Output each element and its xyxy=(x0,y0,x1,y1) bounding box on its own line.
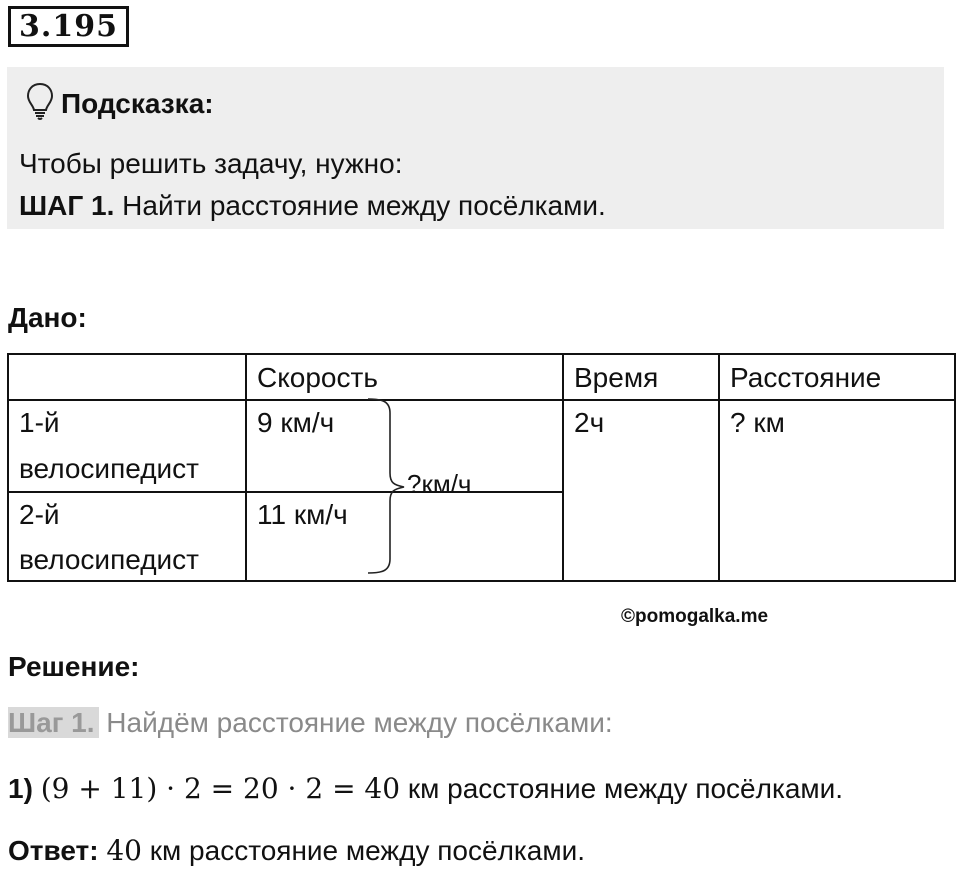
calc-text: км расстояние между посёлками. xyxy=(407,773,844,804)
header-distance: Расстояние xyxy=(730,362,882,393)
hint-box xyxy=(7,67,944,229)
watermark: ©pomogalka.me xyxy=(621,606,769,627)
calc-expression: (9 + 11) · 2 = 20 · 2 = 40 xyxy=(40,772,401,805)
row1-speed: 9 км/ч xyxy=(257,407,335,438)
answer-label: Ответ: xyxy=(8,835,99,866)
time-value: 2ч xyxy=(574,407,605,438)
hint-step-text: Найти расстояние между посёлками. xyxy=(122,190,606,221)
header-time: Время xyxy=(574,362,659,393)
row2-name-line2: велосипедист xyxy=(19,544,199,575)
table-divider xyxy=(718,355,720,580)
table-divider xyxy=(245,355,247,580)
row2-name-line1: 2-й xyxy=(19,499,60,530)
hint-title xyxy=(25,81,214,126)
row1-name-line2: велосипедист xyxy=(19,453,199,484)
table-divider xyxy=(562,355,564,580)
problem-number: 3.195 xyxy=(8,6,129,47)
given-table xyxy=(7,353,956,582)
row2-speed: 11 км/ч xyxy=(257,499,348,530)
calc-number: 1) xyxy=(8,773,33,804)
distance-value: ? км xyxy=(730,407,785,438)
solution-step xyxy=(8,707,613,739)
calculation-line xyxy=(8,772,843,805)
row1-name-line1: 1-й xyxy=(19,407,60,438)
solution-label: Решение: xyxy=(8,651,140,682)
hint-intro: Чтобы решить задачу, нужно: xyxy=(19,148,403,179)
answer-line xyxy=(8,834,585,867)
hint-step xyxy=(19,189,606,223)
answer-value: 40 xyxy=(106,834,142,867)
header-speed: Скорость xyxy=(257,362,378,393)
given-label: Дано: xyxy=(8,302,87,333)
solution-step-text: Найдём расстояние между посёлками: xyxy=(106,707,613,738)
answer-text: км расстояние между посёлками. xyxy=(149,835,586,866)
lightbulb-icon xyxy=(25,81,55,126)
hint-step-label: ШАГ 1. xyxy=(19,190,115,221)
total-speed: ?км/ч xyxy=(407,469,472,499)
solution-step-tag: Шаг 1. xyxy=(8,707,99,738)
hint-title-label: Подсказка: xyxy=(61,87,214,119)
